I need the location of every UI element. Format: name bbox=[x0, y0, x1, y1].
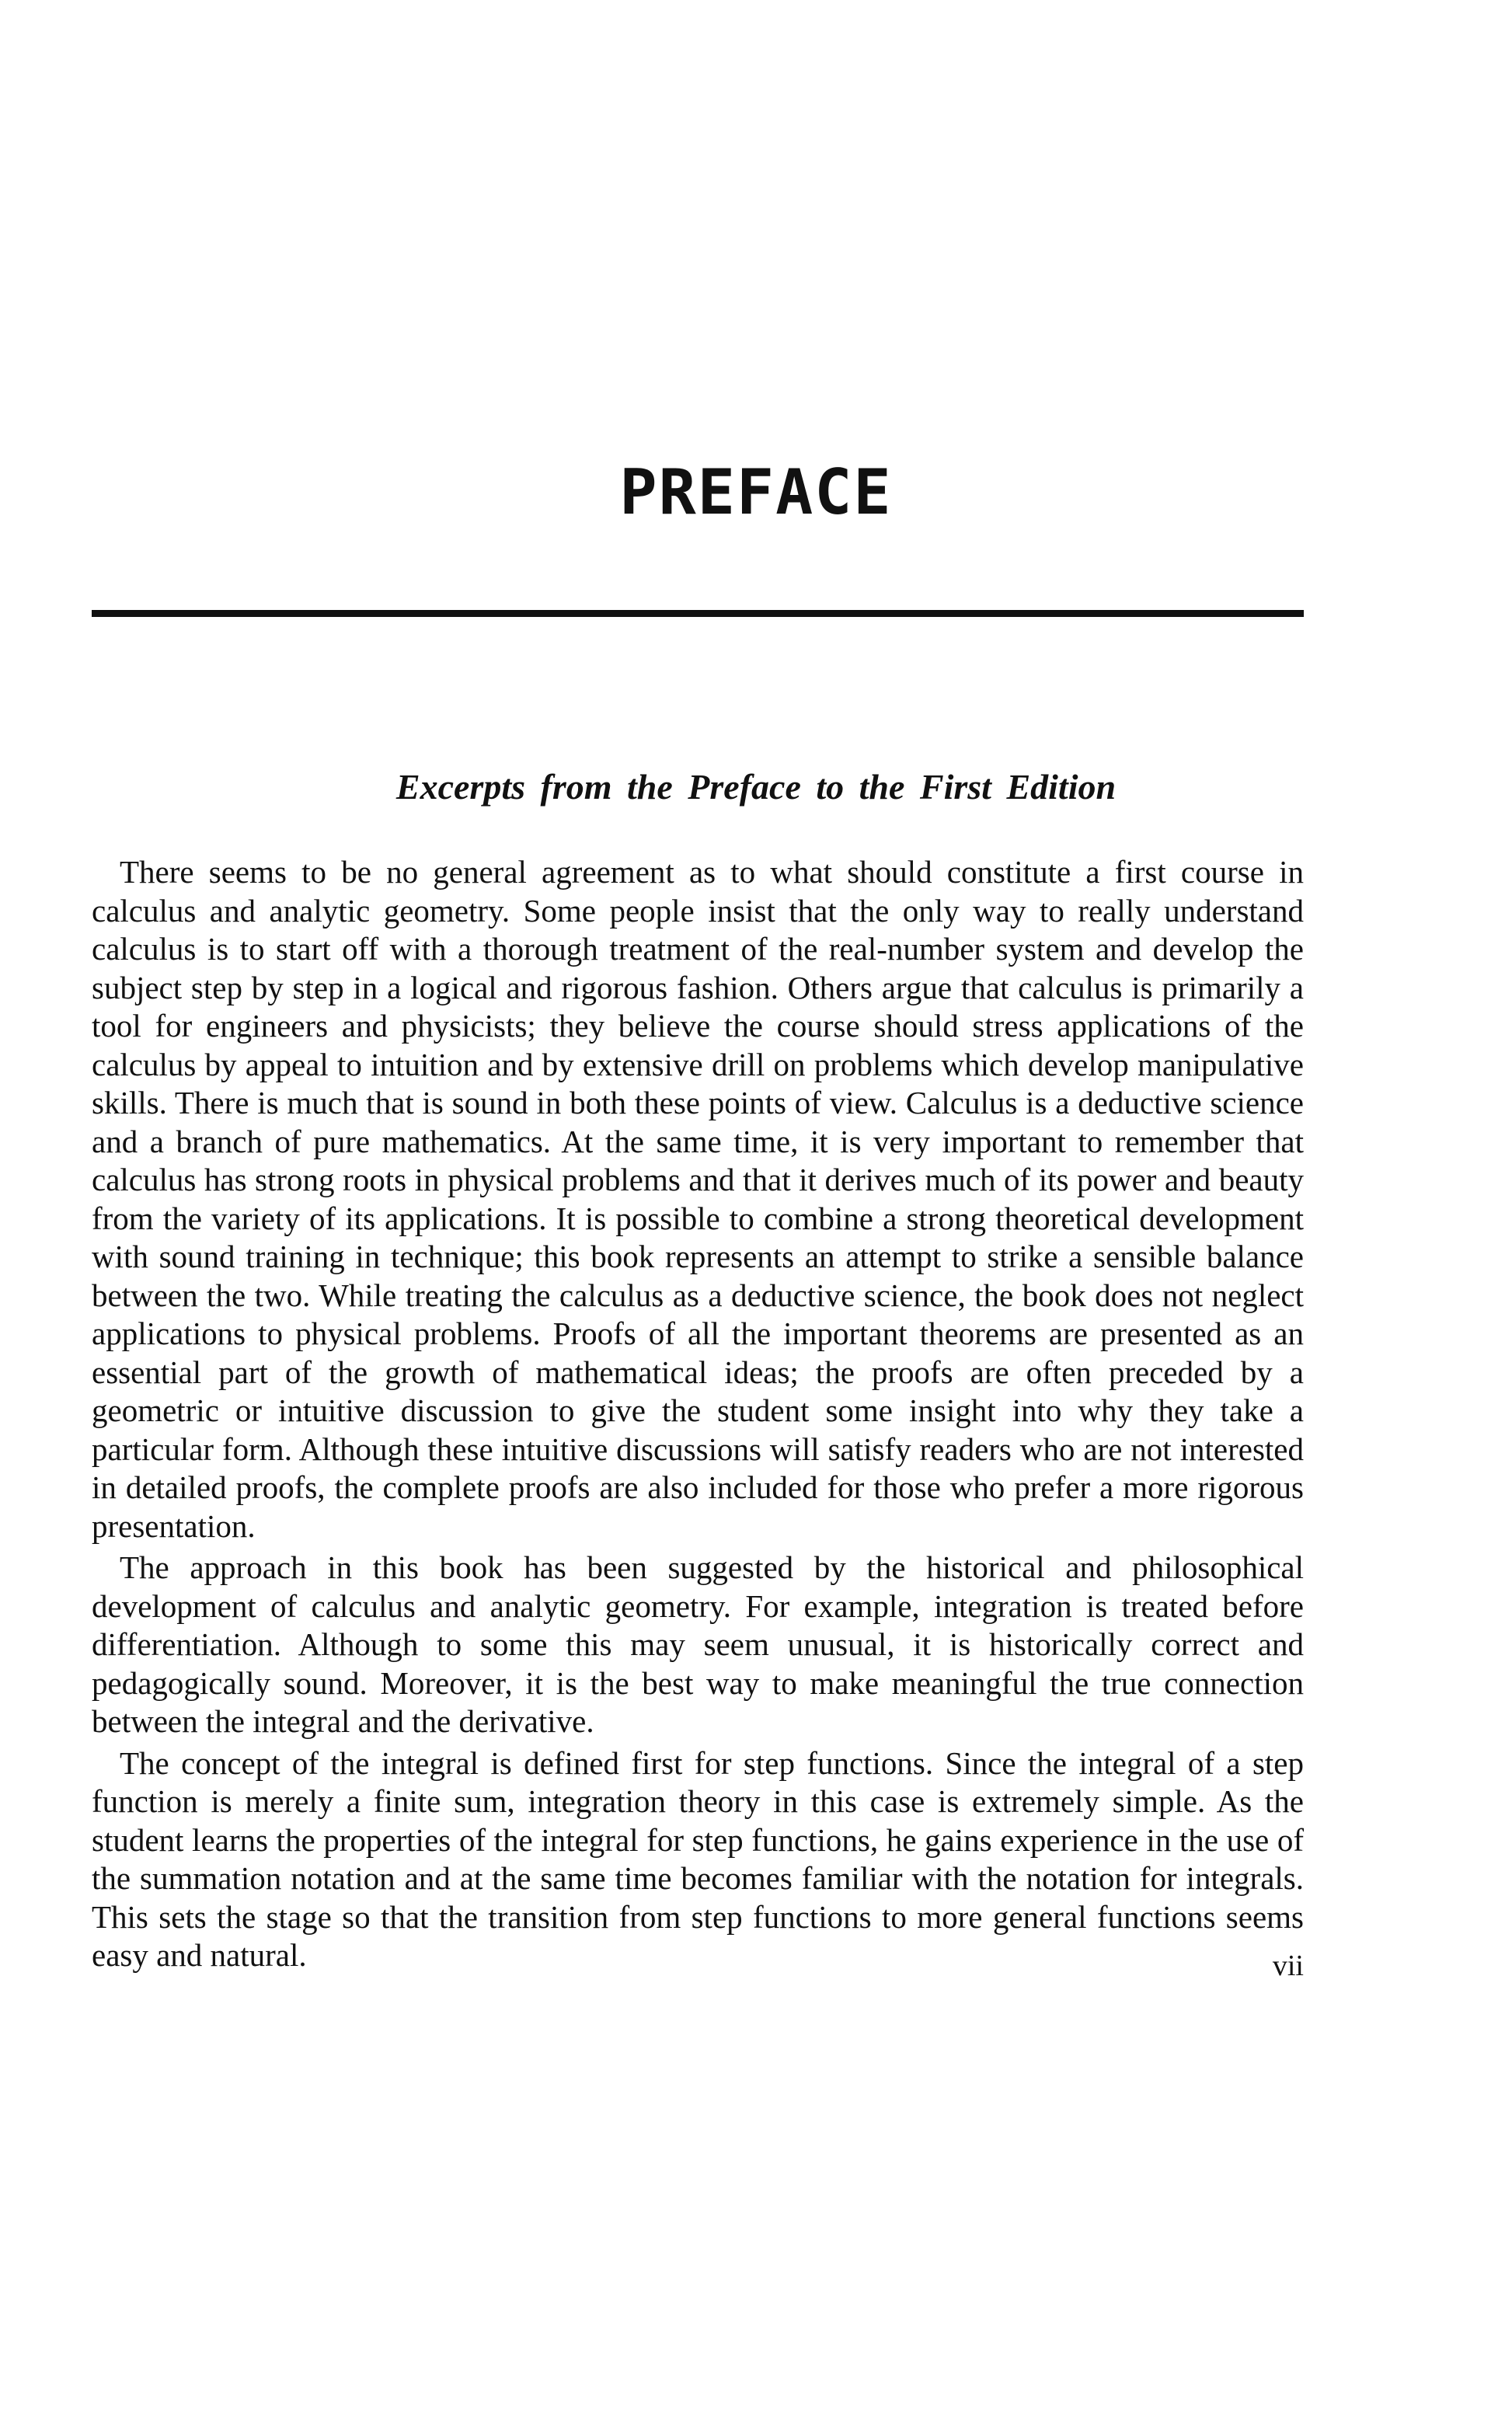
section-heading: Excerpts from the Preface to the First Edition bbox=[395, 767, 1117, 807]
paragraph-1: There seems to be no general agreement as to what should constitute a first course in calculus and analytic geometry. Some people insist that the only way to really understand calculus is to start off with a thorough treatment of the real-number system and develop the subject step by step in a logical and rigorous fashion. Others argue that calculus is primarily a tool for engineers and physicists; they believe the course should stress applications of the calculus by appeal to intuition and by extensive drill on problems which develop manipulative skills. There is much that is sound in both these points of view. Calculus is a deductive science and a branch of pure mathematics. At the same time, it is very important to remember that calculus has strong roots in physical problems and that it derives much of its power and beauty from the variety of its applications. It is possible to combine a strong theoretical development with sound training in technique; this book represents an attempt to strike a sensible balance between the two. While treating the calculus as a deductive science, the book does not neglect applications to physical problems. Proofs of all the important theorems are presented as an essential part of the growth of mathematical ideas; the proofs are often preceded by a geometric or intuitive discussion to give the student some insight into why they take a particular form. Although these intuitive discussions will satisfy readers who are not interested in detailed proofs, the complete proofs are also included for those who prefer a more rigorous presentation. bbox=[92, 854, 1304, 1544]
title-rule bbox=[92, 610, 1304, 617]
page-number: vii bbox=[1272, 1950, 1304, 1982]
paragraph-2: The approach in this book has been suggested by the historical and philosophical development of calculus and analytic geometry. For example, integration is treated before differentiation. Although to some this may seem unusual, it is historically correct and pedagogically sound. Moreover, it is the best way to make meaningful the true connection between the integral and the derivative. bbox=[92, 1549, 1304, 1739]
body-text bbox=[92, 853, 1304, 1978]
page-title: PREFACE bbox=[619, 456, 893, 528]
paragraph-3: The concept of the integral is defined first for step functions. Since the integral of a step function is merely a finite sum, integration theory in this case is extremely simple. As the student learns the properties of the integral for step functions, he gains experience in the use of the summation notation and at the same time becomes familiar with the notation for integrals. This sets the stage so that the transition from step functions to more general functions seems easy and natural. bbox=[92, 1744, 1304, 1973]
